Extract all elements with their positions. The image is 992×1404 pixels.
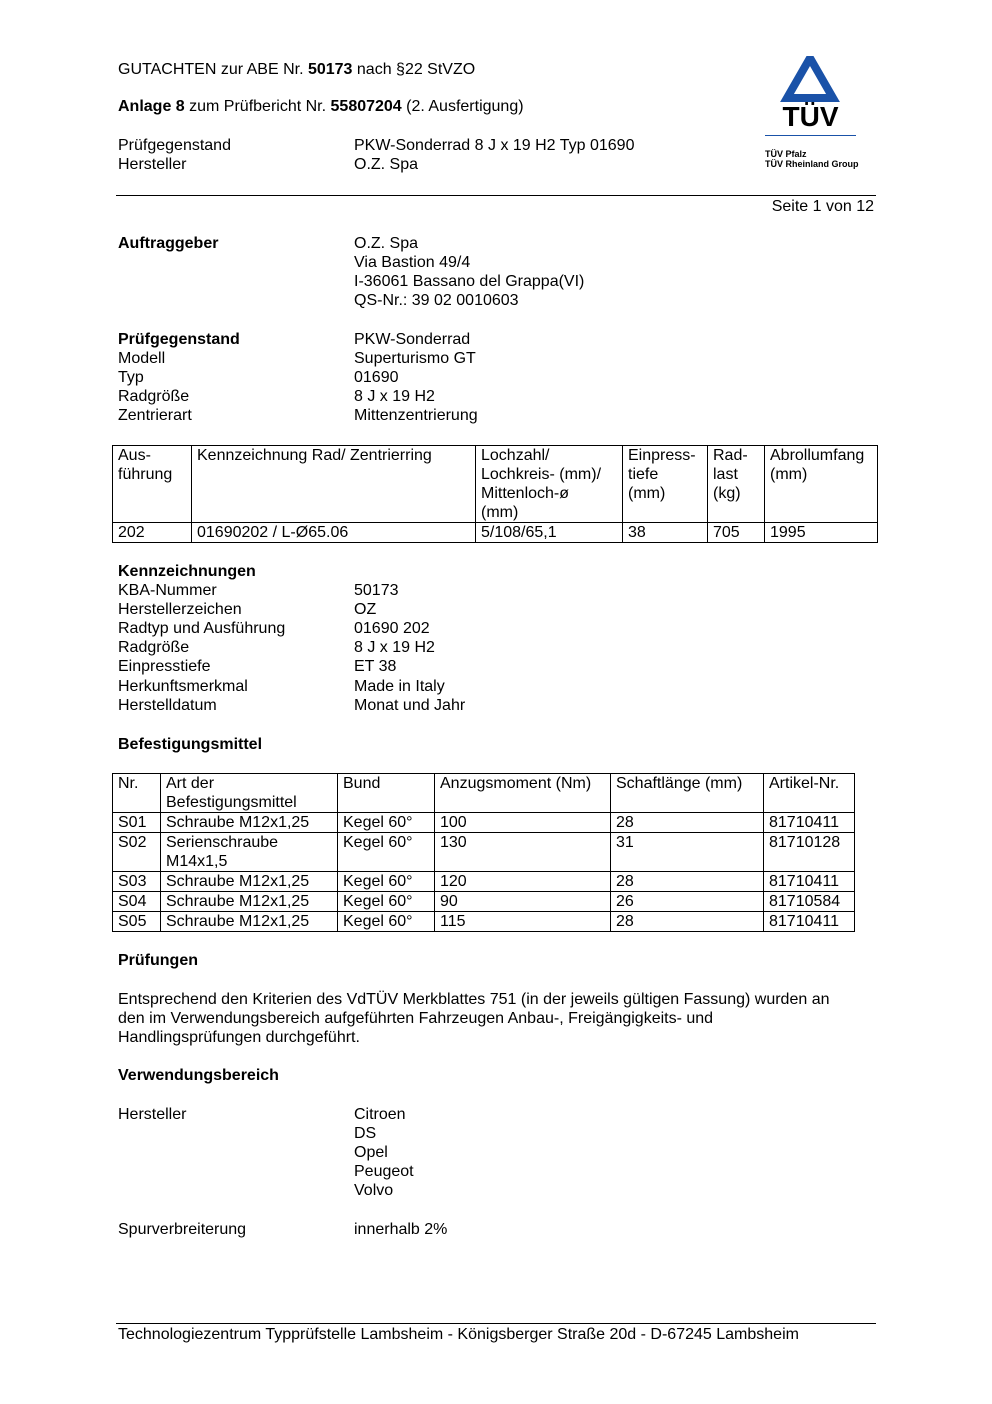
- fasteners-table: [112, 773, 855, 932]
- table-cell: 705: [708, 523, 765, 543]
- table-header-cell: Abrollumfang (mm): [765, 446, 878, 523]
- table-cell: 81710584: [764, 892, 855, 912]
- table-row: [113, 912, 855, 932]
- table-cell: Kegel 60°: [338, 912, 435, 932]
- table-cell: Schraube M12x1,25: [161, 813, 338, 833]
- tuv-logo-sub2: TÜV Rheinland Group: [765, 159, 859, 169]
- table-header-cell: Schaftlänge (mm): [611, 774, 764, 813]
- markings-title: Kennzeichnungen: [118, 563, 256, 580]
- table-cell: Serienschraube M14x1,5: [161, 833, 338, 872]
- manufacturer-item: Citroen: [354, 1106, 406, 1123]
- manufacturer-item: Opel: [354, 1144, 388, 1161]
- tuv-logo: [763, 56, 858, 176]
- tuv-logo-sub1: TÜV Pfalz: [765, 149, 807, 159]
- table-cell: S03: [113, 872, 161, 892]
- client-line: O.Z. Spa: [354, 235, 419, 252]
- table-cell: 5/108/65,1: [476, 523, 623, 543]
- table-header-cell: Lochzahl/ Lochkreis- (mm)/ Mittenloch-ø (mm): [476, 446, 623, 523]
- footer-divider: [116, 1323, 876, 1324]
- usage-title: Verwendungsbereich: [118, 1067, 279, 1084]
- table-cell: 202: [113, 523, 192, 543]
- table-cell: Schraube M12x1,25: [161, 872, 338, 892]
- table-cell: 26: [611, 892, 764, 912]
- report-title: GUTACHTEN zur ABE Nr. 50173 nach §22 StVZO: [118, 61, 476, 78]
- table-cell: 90: [435, 892, 611, 912]
- tests-text-line: den im Verwendungsbereich aufgeführten Fahrzeugen Anbau-, Freigängigkeits- und: [118, 1010, 714, 1027]
- table-cell: 28: [611, 872, 764, 892]
- header-divider: [116, 195, 876, 196]
- page-number: Seite 1 von 12: [771, 198, 874, 215]
- table-cell: 100: [435, 813, 611, 833]
- table-cell: 81710411: [764, 912, 855, 932]
- table-cell: Kegel 60°: [338, 872, 435, 892]
- tuv-logo-text: TÜV: [782, 101, 839, 132]
- fasteners-table-header: [113, 774, 855, 813]
- table-row: [113, 833, 855, 872]
- table-cell: 81710411: [764, 813, 855, 833]
- client-line: I-36061 Bassano del Grappa(VI): [354, 273, 585, 290]
- table-cell: 28: [611, 912, 764, 932]
- table-header-cell: Rad- last (kg): [708, 446, 765, 523]
- table-cell: 28: [611, 813, 764, 833]
- table-cell: 115: [435, 912, 611, 932]
- table-cell: Kegel 60°: [338, 833, 435, 872]
- tests-text-line: Entsprechend den Kriterien des VdTÜV Merkblattes 751 (in der jeweils gültigen Fassung) wurden an: [118, 991, 830, 1008]
- table-cell: Schraube M12x1,25: [161, 892, 338, 912]
- table-cell: 81710411: [764, 872, 855, 892]
- table-cell: S01: [113, 813, 161, 833]
- table-cell: S05: [113, 912, 161, 932]
- tests-title: Prüfungen: [118, 952, 198, 969]
- table-row: [113, 523, 878, 543]
- manufacturer-item: DS: [354, 1125, 377, 1142]
- table-row: [113, 872, 855, 892]
- footer-address: Technologiezentrum Typprüfstelle Lambsheim - Königsberger Straße 20d - D-67245 Lambsheim: [118, 1326, 799, 1343]
- table-cell: Kegel 60°: [338, 813, 435, 833]
- client-line: Via Bastion 49/4: [354, 254, 471, 271]
- table-cell: 31: [611, 833, 764, 872]
- table-cell: 120: [435, 872, 611, 892]
- table-header-cell: Art der Befestigungsmittel: [161, 774, 338, 813]
- table-cell: 81710128: [764, 833, 855, 872]
- manufacturer-item: Volvo: [354, 1182, 394, 1199]
- client-line: QS-Nr.: 39 02 0010603: [354, 292, 519, 309]
- table-cell: 38: [623, 523, 708, 543]
- wheel-table: [112, 445, 878, 543]
- manufacturer-item: Peugeot: [354, 1163, 414, 1180]
- table-header-cell: Einpress- tiefe (mm): [623, 446, 708, 523]
- table-header-cell: Nr.: [113, 774, 161, 813]
- table-header-cell: Aus- führung: [113, 446, 192, 523]
- fasteners-title: Befestigungsmittel: [118, 736, 263, 753]
- table-cell: 1995: [765, 523, 878, 543]
- tests-text-line: Handlingsprüfungen durchgeführt.: [118, 1029, 360, 1046]
- table-header-cell: Kennzeichnung Rad/ Zentrierring: [192, 446, 476, 523]
- table-cell: Schraube M12x1,25: [161, 912, 338, 932]
- table-cell: 130: [435, 833, 611, 872]
- table-cell: 01690202 / L-Ø65.06: [192, 523, 476, 543]
- table-cell: S04: [113, 892, 161, 912]
- table-row: [113, 813, 855, 833]
- table-header-cell: Anzugsmoment (Nm): [435, 774, 611, 813]
- table-cell: Kegel 60°: [338, 892, 435, 912]
- table-header-cell: Bund: [338, 774, 435, 813]
- wheel-table-header: [113, 446, 878, 523]
- table-header-cell: Artikel-Nr.: [764, 774, 855, 813]
- table-cell: S02: [113, 833, 161, 872]
- table-row: [113, 892, 855, 912]
- annex-line: Anlage 8 zum Prüfbericht Nr. 55807204 (2. Ausfertigung): [118, 98, 524, 115]
